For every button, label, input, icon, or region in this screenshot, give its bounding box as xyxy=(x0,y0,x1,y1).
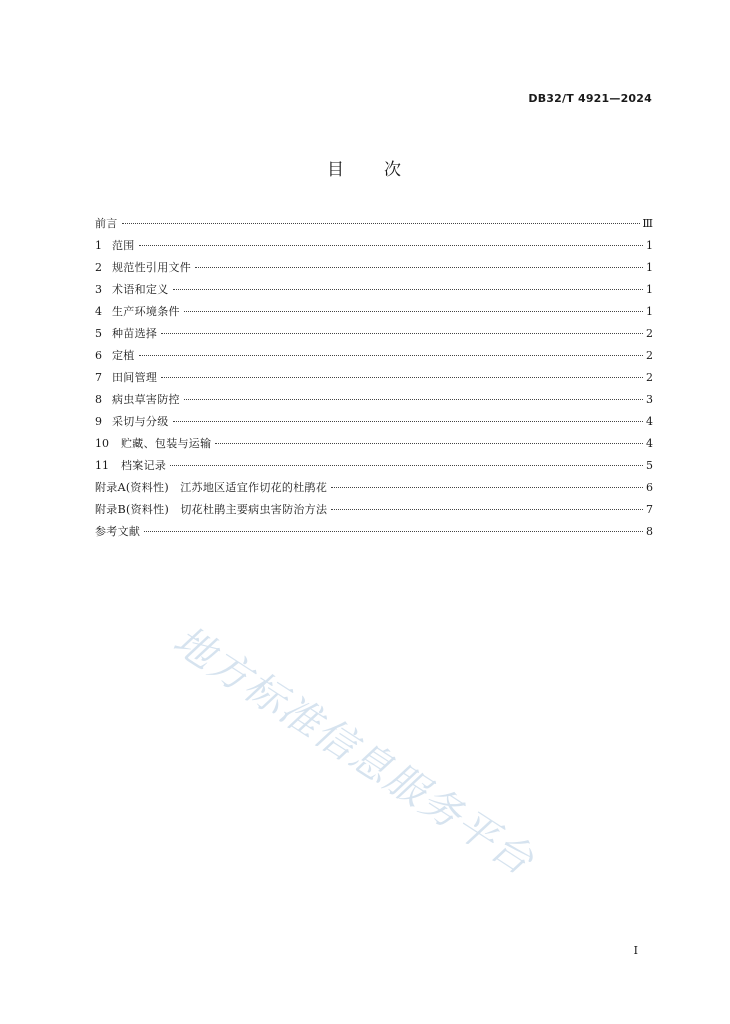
toc-entry-8[interactable] xyxy=(95,389,653,411)
toc-entry-6[interactable] xyxy=(95,345,653,367)
toc-entry-number: 8 xyxy=(95,393,102,406)
toc-entry-appendix-b[interactable] xyxy=(95,499,653,521)
toc-entry-page: 1 xyxy=(646,283,653,296)
toc-entry-number: 10 xyxy=(95,437,109,450)
toc-entry-page: 3 xyxy=(646,393,653,406)
toc-leader-dots xyxy=(139,355,643,356)
toc-entry-page: Ⅲ xyxy=(642,217,653,230)
toc-entry-5[interactable] xyxy=(95,323,653,345)
toc-entry-2[interactable] xyxy=(95,257,653,279)
toc-entry-label: 术语和定义 xyxy=(112,283,169,296)
toc-entry-label: 档案记录 xyxy=(121,459,167,472)
toc-leader-dots xyxy=(184,399,643,400)
toc-entry-foreword[interactable] xyxy=(95,213,653,235)
toc-entry-label: 病虫草害防控 xyxy=(112,393,180,406)
toc-entry-label: 范围 xyxy=(112,239,135,252)
toc-leader-dots xyxy=(139,245,643,246)
toc-leader-dots xyxy=(161,333,643,334)
page-number: I xyxy=(633,944,638,957)
toc-leader-dots xyxy=(331,509,643,510)
toc-entry-label: 定植 xyxy=(112,349,135,362)
table-of-contents xyxy=(95,213,653,543)
toc-entry-label: 参考文献 xyxy=(95,525,141,538)
toc-entry-number: 11 xyxy=(95,459,109,472)
toc-entry-page: 4 xyxy=(646,415,653,428)
toc-entry-page: 2 xyxy=(646,327,653,340)
toc-entry-page: 2 xyxy=(646,349,653,362)
toc-leader-dots xyxy=(170,465,643,466)
toc-entry-page: 1 xyxy=(646,305,653,318)
toc-entry-1[interactable] xyxy=(95,235,653,257)
toc-entry-label: 附录B(资料性) 切花杜鹃主要病虫害防治方法 xyxy=(95,503,328,516)
toc-leader-dots xyxy=(184,311,643,312)
toc-entry-references[interactable] xyxy=(95,521,653,543)
toc-entry-number: 9 xyxy=(95,415,102,428)
toc-leader-dots xyxy=(173,289,644,290)
toc-entry-label: 种苗选择 xyxy=(112,327,158,340)
toc-leader-dots xyxy=(331,487,643,488)
document-code: DB32/T 4921—2024 xyxy=(528,92,652,105)
toc-entry-page: 8 xyxy=(646,525,653,538)
toc-leader-dots xyxy=(161,377,643,378)
watermark: 地方标准信息服务平台 xyxy=(165,617,543,885)
toc-entry-page: 2 xyxy=(646,371,653,384)
toc-entry-page: 5 xyxy=(646,459,653,472)
toc-leader-dots xyxy=(173,421,644,422)
toc-entry-7[interactable] xyxy=(95,367,653,389)
toc-leader-dots xyxy=(144,531,643,532)
toc-entry-9[interactable] xyxy=(95,411,653,433)
toc-entry-number: 7 xyxy=(95,371,102,384)
toc-entry-page: 7 xyxy=(646,503,653,516)
toc-entry-number: 2 xyxy=(95,261,102,274)
toc-entry-label: 采切与分级 xyxy=(112,415,169,428)
toc-entry-number: 4 xyxy=(95,305,102,318)
toc-entry-page: 1 xyxy=(646,261,653,274)
toc-entry-4[interactable] xyxy=(95,301,653,323)
toc-entry-label: 生产环境条件 xyxy=(112,305,180,318)
toc-entry-number: 6 xyxy=(95,349,102,362)
toc-leader-dots xyxy=(215,443,643,444)
toc-entry-page: 4 xyxy=(646,437,653,450)
toc-entry-3[interactable] xyxy=(95,279,653,301)
toc-leader-dots xyxy=(122,223,641,224)
toc-entry-11[interactable] xyxy=(95,455,653,477)
toc-leader-dots xyxy=(195,267,643,268)
toc-entry-page: 1 xyxy=(646,239,653,252)
toc-entry-10[interactable] xyxy=(95,433,653,455)
toc-entry-label: 规范性引用文件 xyxy=(112,261,192,274)
toc-entry-label: 贮藏、包装与运输 xyxy=(121,437,212,450)
toc-title xyxy=(0,155,730,180)
toc-entry-page: 6 xyxy=(646,481,653,494)
toc-entry-number: 1 xyxy=(95,239,102,252)
toc-entry-label: 前言 xyxy=(95,217,118,230)
toc-entry-label: 田间管理 xyxy=(112,371,158,384)
toc-title-part2: 次 xyxy=(384,160,403,180)
toc-entry-number: 5 xyxy=(95,327,102,340)
toc-entry-number: 3 xyxy=(95,283,102,296)
toc-entry-appendix-a[interactable] xyxy=(95,477,653,499)
toc-entry-label: 附录A(资料性) 江苏地区适宜作切花的杜鹃花 xyxy=(95,481,328,494)
toc-title-part1: 目 xyxy=(327,160,346,180)
